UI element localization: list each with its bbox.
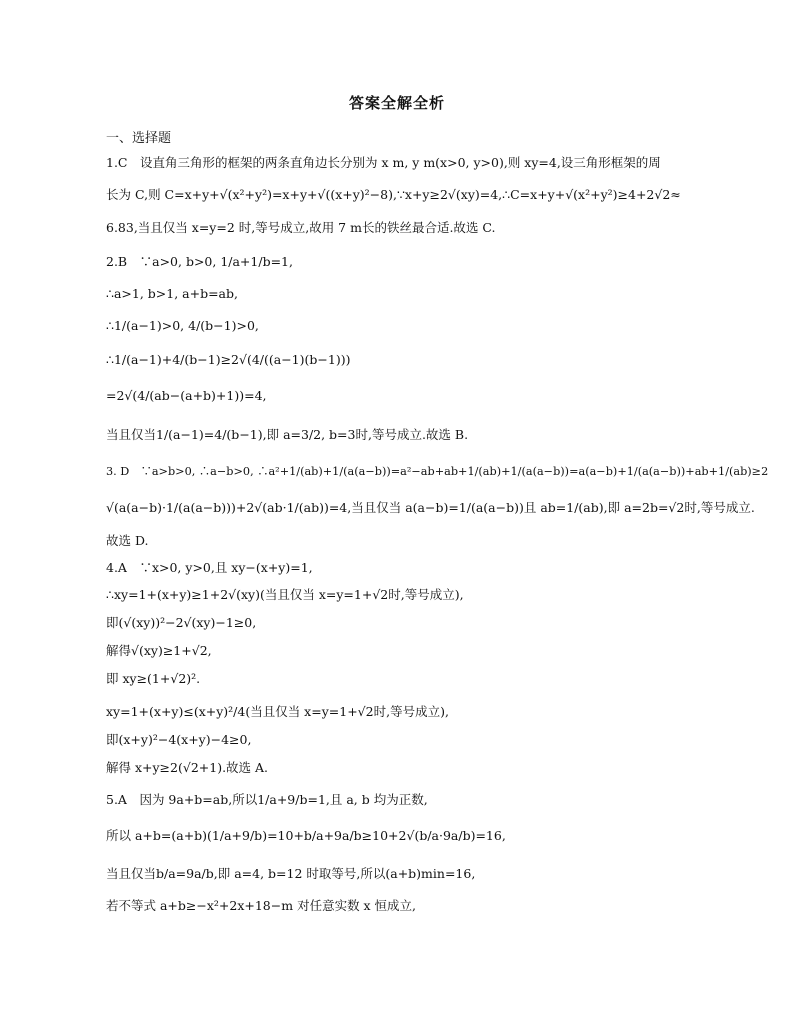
answer-line: 即(√(xy))²−2√(xy)−1≥0, [106,615,257,630]
answer-line: ∴1/(a−1)>0, 4/(b−1)>0, [106,318,259,333]
answer-line: 4.A ∵x>0, y>0,且 xy−(x+y)=1, [106,560,313,575]
answer-line: 故选 D. [106,533,149,548]
answer-line: 当且仅当1/(a−1)=4/(b−1),即 a=3/2, b=3时,等号成立.故选 B. [106,427,469,442]
answer-line: 即(x+y)²−4(x+y)−4≥0, [106,732,252,747]
answer-line: 6.83,当且仅当 x=y=2 时,等号成立,故用 7 m长的铁丝最合适.故选 C. [106,220,496,235]
answer-line: ∴a>1, b>1, a+b=ab, [106,286,238,301]
answer-line: =2√(4/(ab−(a+b)+1))=4, [106,388,267,403]
answer-line: xy=1+(x+y)≤(x+y)²/4(当且仅当 x=y=1+√2时,等号成立), [106,704,449,719]
answer-line: √(a(a−b)·1/(a(a−b)))+2√(ab·1/(ab))=4,当且仅当 a(a−b)=1/(a(a−b))且 ab=1/(ab),即 a=2b=√2时,等号成立. [106,500,755,515]
answer-line: 若不等式 a+b≥−x²+2x+18−m 对任意实数 x 恒成立, [106,898,417,913]
answer-line: 解得√(xy)≥1+√2, [106,643,212,658]
answer-line: 1.C 设直角三角形的框架的两条直角边长分别为 x m, y m(x>0, y>0),则 xy=4,设三角形框架的周 [106,155,661,170]
section-heading: 一、选择题 [106,131,172,146]
answer-line: 3. D ∵a>b>0, ∴a−b>0, ∴a²+1/(ab)+1/(a(a−b))=a²−ab+ab+1/(ab)+1/(a(a−b))=a(a−b)+1/(a(a−b))+ab+1/(ab)≥2 [106,465,769,478]
answer-line: 2.B ∵a>0, b>0, 1/a+1/b=1, [106,254,293,269]
answer-line: 5.A 因为 9a+b=ab,所以1/a+9/b=1,且 a, b 均为正数, [106,792,428,807]
answer-line: 即 xy≥(1+√2)². [106,671,201,686]
answer-line: 长为 C,则 C=x+y+√(x²+y²)=x+y+√((x+y)²−8),∵x+y≥2√(xy)=4,∴C=x+y+√(x²+y²)≥4+2√2≈ [106,187,681,202]
answer-line: 解得 x+y≥2(√2+1).故选 A. [106,760,269,775]
answer-line: 所以 a+b=(a+b)(1/a+9/b)=10+b/a+9a/b≥10+2√(b/a·9a/b)=16, [106,828,506,843]
page-title: 答案全解全析 [348,94,445,112]
answer-line: ∴xy=1+(x+y)≥1+2√(xy)(当且仅当 x=y=1+√2时,等号成立), [106,587,464,602]
answer-line: 当且仅当b/a=9a/b,即 a=4, b=12 时取等号,所以(a+b)min=16, [106,866,476,881]
answer-line: ∴1/(a−1)+4/(b−1)≥2√(4/((a−1)(b−1))) [106,352,351,367]
